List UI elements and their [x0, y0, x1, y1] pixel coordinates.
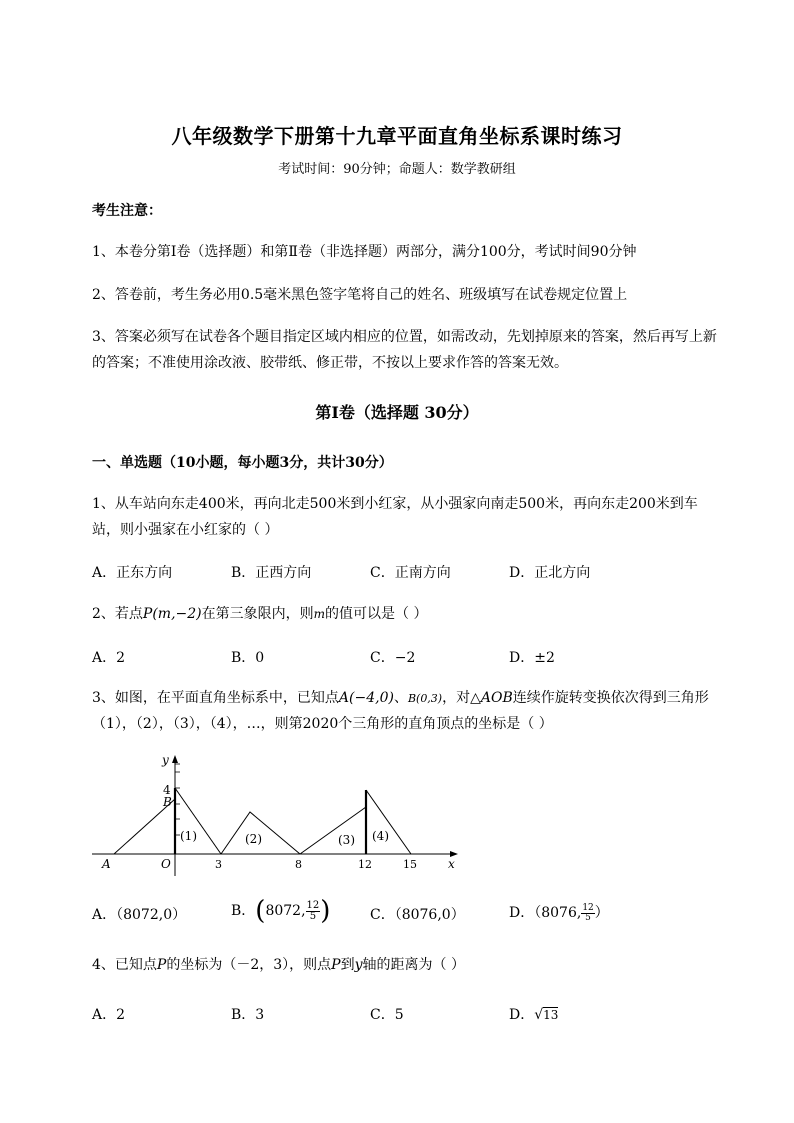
q2-option-c: C．−2 — [370, 650, 416, 666]
point-label-a: A — [102, 857, 111, 871]
sqrt-icon: √ — [534, 1007, 544, 1023]
q2-option-b: B．0 — [231, 650, 265, 666]
y-axis-arrow — [172, 755, 178, 763]
page-title: 八年级数学下册第十九章平面直角坐标系课时练习 — [171, 124, 623, 148]
q1-option-b: B．正西方向 — [231, 565, 312, 581]
question-1-line2: 站，则小强家在小红家的（ ） — [92, 522, 279, 538]
q3-option-c: C．（8076,0） — [370, 907, 465, 923]
q2-var: m — [313, 607, 326, 621]
q3-point-a: A(−4,0) — [338, 690, 394, 706]
q3-sep: 、 — [393, 690, 408, 706]
x-tick-label: 8 — [295, 858, 302, 871]
question-1-line1: 1、从车站向东走400米，再向北走500米到小红家，从小强家向南走500米，再向东走200米到车 — [92, 496, 698, 512]
notice-item: 2、答卷前，考生务必用0.5毫米黑色签字笔将自己的姓名、班级填写在试卷规定位置上 — [92, 287, 628, 303]
y-tick-label: 4 — [163, 783, 171, 797]
y-axis-label: y — [162, 753, 169, 767]
triangle-label: (1) — [180, 829, 197, 843]
q2-prefix: 2、若点 — [92, 606, 143, 622]
section-heading: 一、单选题（10小题，每小题3分，共计30分） — [92, 455, 393, 471]
triangle-3 — [300, 807, 366, 854]
q1-option-c: C．正南方向 — [370, 565, 451, 581]
question-2 — [92, 603, 427, 623]
x-axis-label: x — [448, 857, 455, 871]
q3-option-a: A．（8072,0） — [92, 907, 187, 923]
q4-option-c: C．5 — [370, 1007, 404, 1023]
x-tick-label: 3 — [215, 858, 222, 871]
q3-text-b: ，对△ — [442, 690, 481, 706]
point-label-b: B — [163, 795, 172, 809]
q1-option-d: D．正北方向 — [509, 565, 591, 581]
question-4: 4、已知点P的坐标为（－2，3），则点P到y轴的距离为（ ） — [92, 957, 465, 973]
q3-text-c: 连续作旋转变换依次得到三角形 — [512, 690, 709, 706]
q4-option-b: B．3 — [231, 1007, 265, 1023]
q3-coordinate-diagram — [88, 752, 468, 877]
q2-option-d: D．±2 — [509, 650, 555, 666]
question-3-line1 — [92, 687, 709, 707]
q3-option-d: D．（8076, $\frac{12}{5}$ ） — [509, 902, 609, 923]
part1-title: 第I卷（选择题 30分） — [315, 403, 479, 422]
triangle-label: (3) — [338, 833, 355, 847]
q4-option-a: A．2 — [92, 1007, 126, 1023]
triangle-1 — [175, 788, 221, 854]
q2-middle: 在第三象限内，则 — [201, 606, 314, 622]
notice-heading: 考生注意： — [92, 203, 162, 219]
notice-item: 3、答案必须写在试卷各个题目指定区域内相应的位置，如需改动，先划掉原来的答案，然后再写上新 — [92, 329, 717, 345]
q3-option-b: B．(8072, $\frac{12}{5}$ ) — [231, 896, 331, 926]
triangle-4 — [366, 790, 411, 854]
triangle-label: (4) — [372, 829, 389, 843]
q1-option-a: A．正东方向 — [92, 565, 173, 581]
notice-item: 1、本卷分第I卷（选择题）和第Ⅱ卷（非选择题）两部分，满分100分，考试时间90分钟 — [92, 244, 637, 260]
point-label-o: O — [161, 857, 171, 871]
q4-option-d: D．√13 — [509, 1007, 559, 1023]
notice-item: 的答案；不准使用涂改液、胶带纸、修正带，不按以上要求作答的答案无效。 — [92, 355, 568, 371]
q3-point-b: B(0,3) — [407, 692, 443, 705]
q2-suffix: 的值可以是（ ） — [325, 606, 428, 622]
x-tick-label: 15 — [403, 858, 417, 871]
exam-subtitle: 考试时间：90分钟；命题人：数学教研组 — [278, 162, 516, 177]
question-3-line2: （1），（2），（3），（4），…，则第2020个三角形的直角顶点的坐标是（ ） — [92, 716, 553, 732]
q3-triangle: AOB — [480, 690, 513, 706]
triangle-label: (2) — [245, 832, 262, 846]
q2-option-a: A．2 — [92, 650, 126, 666]
q2-point: P(m,−2) — [142, 606, 202, 622]
x-tick-label: 12 — [358, 858, 372, 871]
q3-text-a: 3、如图，在平面直角坐标系中，已知点 — [92, 690, 339, 706]
